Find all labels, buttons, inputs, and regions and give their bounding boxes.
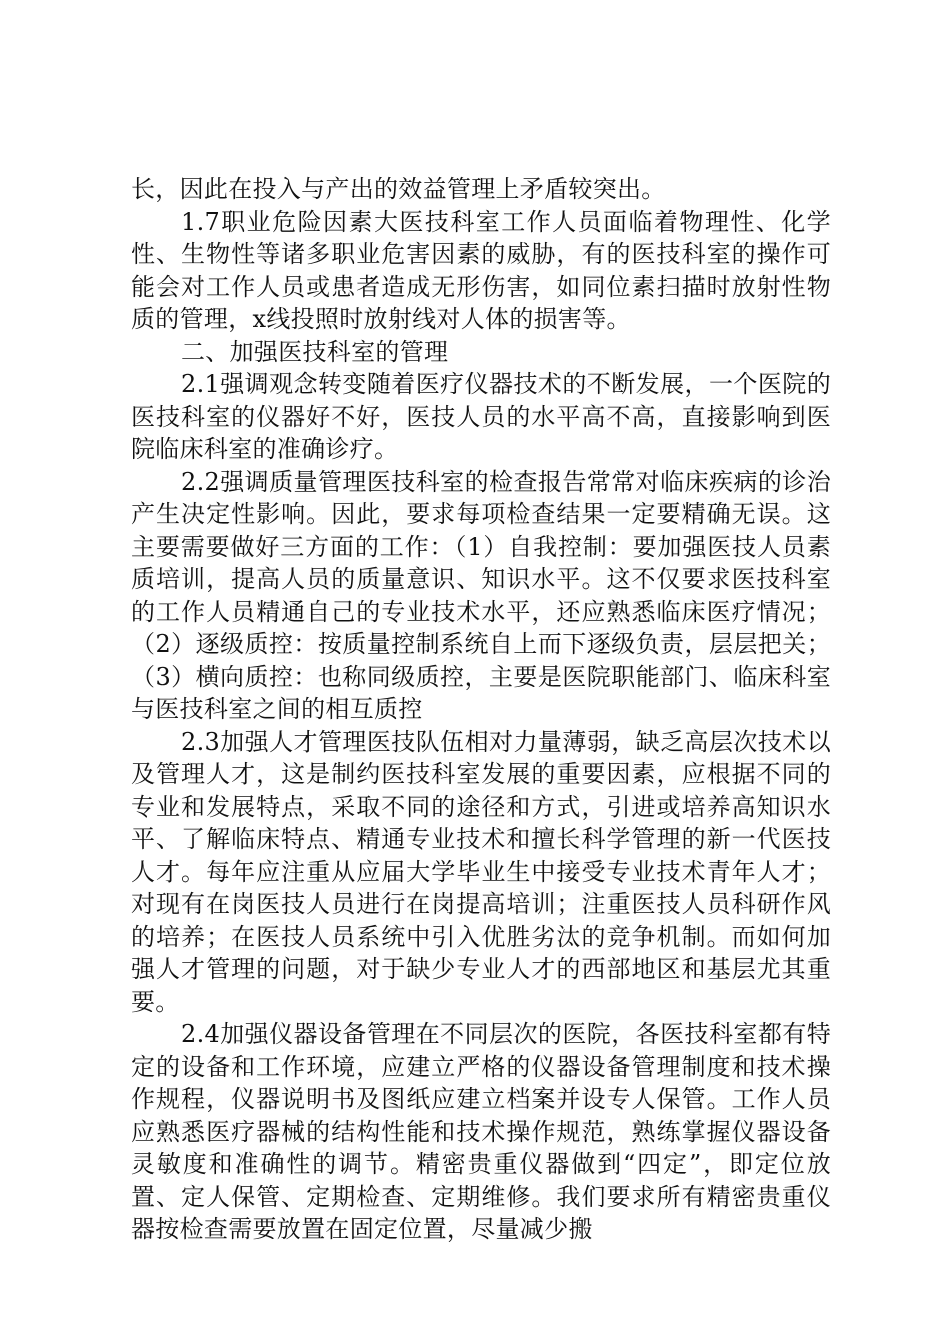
paragraph-talent-management: 2.3加强人才管理医技队伍相对力量薄弱，缺乏高层次技术以及管理人才，这是制约医技科室发展的重要因素，应根据不同的专业和发展特点，采取不同的途径和方式，引进或培养高知识水平、了解临床特点、精通专业技术和擅长科学管理的新一代医技人才。每年应注重从应届大学毕业生中接受专业技术青年人才；对现有在岗医技人员进行在岗提高培训；注重医技人员科研作风的培养；在医技人员系统中引入优胜劣汰的竞争机制。而如何加强人才管理的问题，对于缺少专业人才的西部地区和基层尤其重要。 bbox=[131, 727, 831, 1016]
paragraph-concept-change: 2.1强调观念转变随着医疗仪器技术的不断发展，一个医院的医技科室的仪器好不好，医技人员的水平高不高，直接影响到医院临床科室的准确诊疗。 bbox=[131, 370, 831, 463]
paragraph-equipment-management: 2.4加强仪器设备管理在不同层次的医院，各医技科室都有特定的设备和工作环境，应建立严格的仪器设备管理制度和技术操作规程，仪器说明书及图纸应建立档案并设专人保管。工作人员应熟悉医疗器械的结构性能和技术操作规范，熟练掌握仪器设备灵敏度和准确性的调节。精密贵重仪器做到“四定”，即定位放置、定人保管、定期检查、定期维修。我们要求所有精密贵重仪器按检查需要放置在固定位置，尽量减少搬 bbox=[131, 1020, 831, 1243]
document-body bbox=[131, 173, 831, 1246]
paragraph-continuation: 长，因此在投入与产出的效益管理上矛盾较突出。 bbox=[131, 175, 666, 203]
paragraph-quality-management: 2.2强调质量管理医技科室的检查报告常常对临床疾病的诊治产生决定性影响。因此，要求每项检查结果一定要精确无误。这主要需要做好三方面的工作：（1）自我控制：要加强医技人员素质培训，提高人员的质量意识、知识水平。这不仅要求医技科室的工作人员精通自己的专业技术水平，还应熟悉临床医疗情况；（2）逐级质控：按质量控制系统自上而下逐级负责，层层把关；（3）横向质控：也称同级质控，主要是医院职能部门、临床科室与医技科室之间的相互质控 bbox=[131, 467, 831, 723]
paragraph-occupational-hazards: 1.7职业危险因素大医技科室工作人员面临着物理性、化学性、生物性等诸多职业危害因素的威胁，有的医技科室的操作可能会对工作人员或患者造成无形伤害，如同位素扫描时放射性物质的管理，x线投照时放射线对人体的损害等。 bbox=[131, 207, 831, 333]
section-heading: 二、加强医技科室的管理 bbox=[181, 337, 449, 366]
